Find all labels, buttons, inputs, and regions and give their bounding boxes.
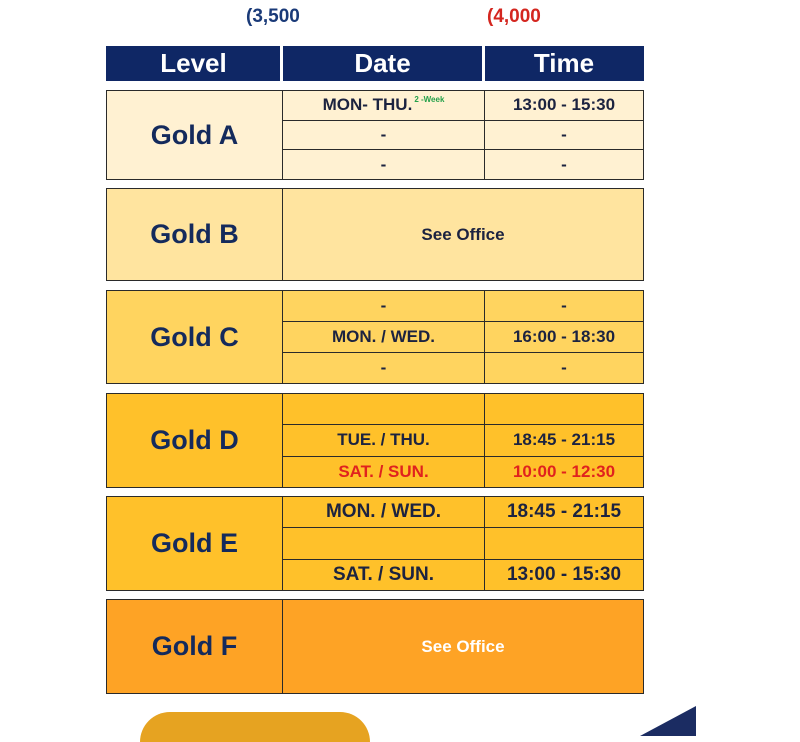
level-label: Gold D [107,394,283,487]
header-date: Date [282,47,484,81]
group-gold-d [106,393,644,488]
level-label: Gold E [107,497,283,590]
header-level: Level [107,47,282,81]
header-time: Time [484,47,644,81]
schedule-row [283,394,643,425]
see-office-note: See Office [421,636,505,656]
schedule-row [283,528,643,559]
weekend-date-cell: SAT. / SUN. [283,457,485,487]
time-cell: 18:45 - 21:15 [512,430,616,450]
schedule-header [106,46,644,81]
time-cell: - [561,296,567,315]
date-cell: - [283,291,485,321]
date-cell: MON. / WED. [283,497,485,527]
time-cell: 13:00 - 15:30 [506,563,622,585]
schedule-row [283,457,643,487]
date-cell [283,528,485,558]
level-label: Gold A [107,91,283,179]
date-cell: MON- THU. 2 -Week [283,91,485,120]
schedule-row [283,560,643,590]
weekend-time-cell: 10:00 - 12:30 [512,461,616,481]
group-gold-c [106,290,644,384]
schedule-row [283,150,643,179]
price-right: (4,000 [487,6,541,27]
time-cell [485,528,643,558]
time-cell: 16:00 - 18:30 [512,327,616,346]
date-cell: SAT. / SUN. [283,560,485,590]
schedule-row [283,353,643,383]
level-label: Gold F [107,600,283,693]
schedule-row [283,425,643,456]
see-office-note: See Office [421,224,505,244]
gold-logo-fragment [140,712,370,742]
time-cell: - [561,358,567,377]
date-cell: - [283,150,485,179]
schedule-row [283,121,643,151]
group-gold-e [106,496,644,591]
date-cell: - [283,353,485,383]
group-gold-b [106,188,644,281]
group-gold-a [106,90,644,180]
group-gold-f [106,599,644,694]
schedule-row [283,497,643,528]
price-left: (3,500 [246,6,300,27]
time-cell [485,394,643,424]
date-cell: MON. / WED. [283,322,485,352]
date-cell: TUE. / THU. [283,425,485,455]
date-cell: - [283,121,485,150]
level-label: Gold C [107,291,283,383]
level-label: Gold B [107,189,283,280]
time-cell: - [561,125,567,144]
schedule-row [283,322,643,353]
time-cell: 18:45 - 21:15 [506,501,622,523]
time-cell: 13:00 - 15:30 [512,95,616,115]
date-cell [283,394,485,424]
schedule-row [283,291,643,322]
schedule-row [283,91,643,121]
corner-decoration [640,706,696,736]
duration-note: 2 -Week [414,94,445,104]
time-cell: - [561,154,567,174]
